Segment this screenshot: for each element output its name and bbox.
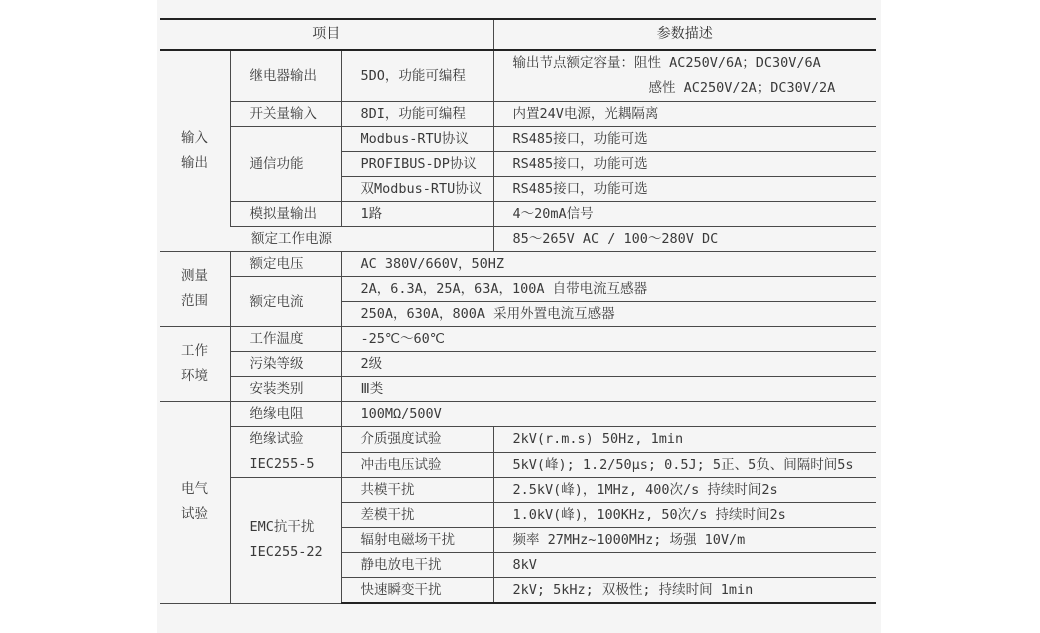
table-row [160,227,876,252]
category-measure: 测量 范围 [160,252,230,327]
table-row [160,202,876,227]
table-row [160,427,876,453]
table-row [160,402,876,427]
row-value: 250A，630A，800A 采用外置电流互感器 [341,302,876,327]
row-value: 1路 [341,202,493,227]
table-row [160,377,876,402]
table-row [160,327,876,352]
header-item: 项目 [160,19,493,50]
row-label: EMC抗干扰 IEC255-22 [230,478,341,604]
table-row [160,127,876,152]
category-env: 工作 环境 [160,327,230,402]
row-value: 静电放电干扰 [341,553,493,578]
row-value: 2级 [341,352,876,377]
row-desc: 2kV(r.m.s) 50Hz, 1min [493,427,876,453]
row-label: 绝缘试验 IEC255-5 [230,427,341,478]
row-label: 额定工作电源 [230,227,493,252]
header-desc: 参数描述 [493,19,876,50]
row-label: 额定电压 [230,252,341,277]
row-value: 8DI，功能可编程 [341,102,493,127]
table-header-row [160,19,876,50]
row-label: 通信功能 [230,127,341,202]
row-label: 工作温度 [230,327,341,352]
row-value: Modbus-RTU协议 [341,127,493,152]
row-label: 绝缘电阻 [230,402,341,427]
category-electric: 电气 试验 [160,402,230,604]
row-desc: 频率 27MHz~1000MHz; 场强 10V/m [493,528,876,553]
row-desc: 8kV [493,553,876,578]
row-desc: 内置24V电源，光耦隔离 [493,102,876,127]
row-desc: 2.5kV(峰)，1MHz, 400次/s 持续时间2s [493,478,876,503]
row-desc: RS485接口，功能可选 [493,177,876,202]
row-desc: 4～20mA信号 [493,202,876,227]
row-value: PROFIBUS-DP协议 [341,152,493,177]
category-io: 输入 输出 [160,50,230,252]
row-desc: RS485接口，功能可选 [493,152,876,177]
row-value: 差模干扰 [341,503,493,528]
row-label: 开关量输入 [230,102,341,127]
row-value: 辐射电磁场干扰 [341,528,493,553]
table-row [160,352,876,377]
row-desc: 1.0kV(峰)，100KHz, 50次/s 持续时间2s [493,503,876,528]
spec-table [160,18,876,604]
row-value: 100MΩ/500V [341,402,876,427]
table-row [160,478,876,503]
table-row [160,102,876,127]
row-desc: RS485接口，功能可选 [493,127,876,152]
row-value: -25℃～60℃ [341,327,876,352]
row-label: 模拟量输出 [230,202,341,227]
row-label: 污染等级 [230,352,341,377]
row-label: 安装类别 [230,377,341,402]
table-row [160,50,876,102]
row-value: 介质强度试验 [341,427,493,453]
row-value: 85～265V AC / 100～280V DC [493,227,876,252]
table-row [160,252,876,277]
row-value: 2A，6.3A，25A，63A，100A 自带电流互感器 [341,277,876,302]
row-value: AC 380V/660V，50HZ [341,252,876,277]
row-desc: 2kV; 5kHz; 双极性; 持续时间 1min [493,578,876,604]
row-value: 5DO，功能可编程 [341,50,493,102]
row-label: 额定电流 [230,277,341,327]
row-label: 继电器输出 [230,50,341,102]
row-value: Ⅲ类 [341,377,876,402]
row-value: 快速瞬变干扰 [341,578,493,604]
row-value: 共模干扰 [341,478,493,503]
row-desc: 5kV(峰); 1.2/50μs; 0.5J; 5正、5负、间隔时间5s [493,452,876,478]
row-value: 冲击电压试验 [341,452,493,478]
row-desc: 输出节点额定容量：阻性 AC250V/6A；DC30V/6A 感性 AC250V/2A；DC30V/2A [493,50,876,102]
table-row [160,277,876,302]
row-value: 双Modbus-RTU协议 [341,177,493,202]
